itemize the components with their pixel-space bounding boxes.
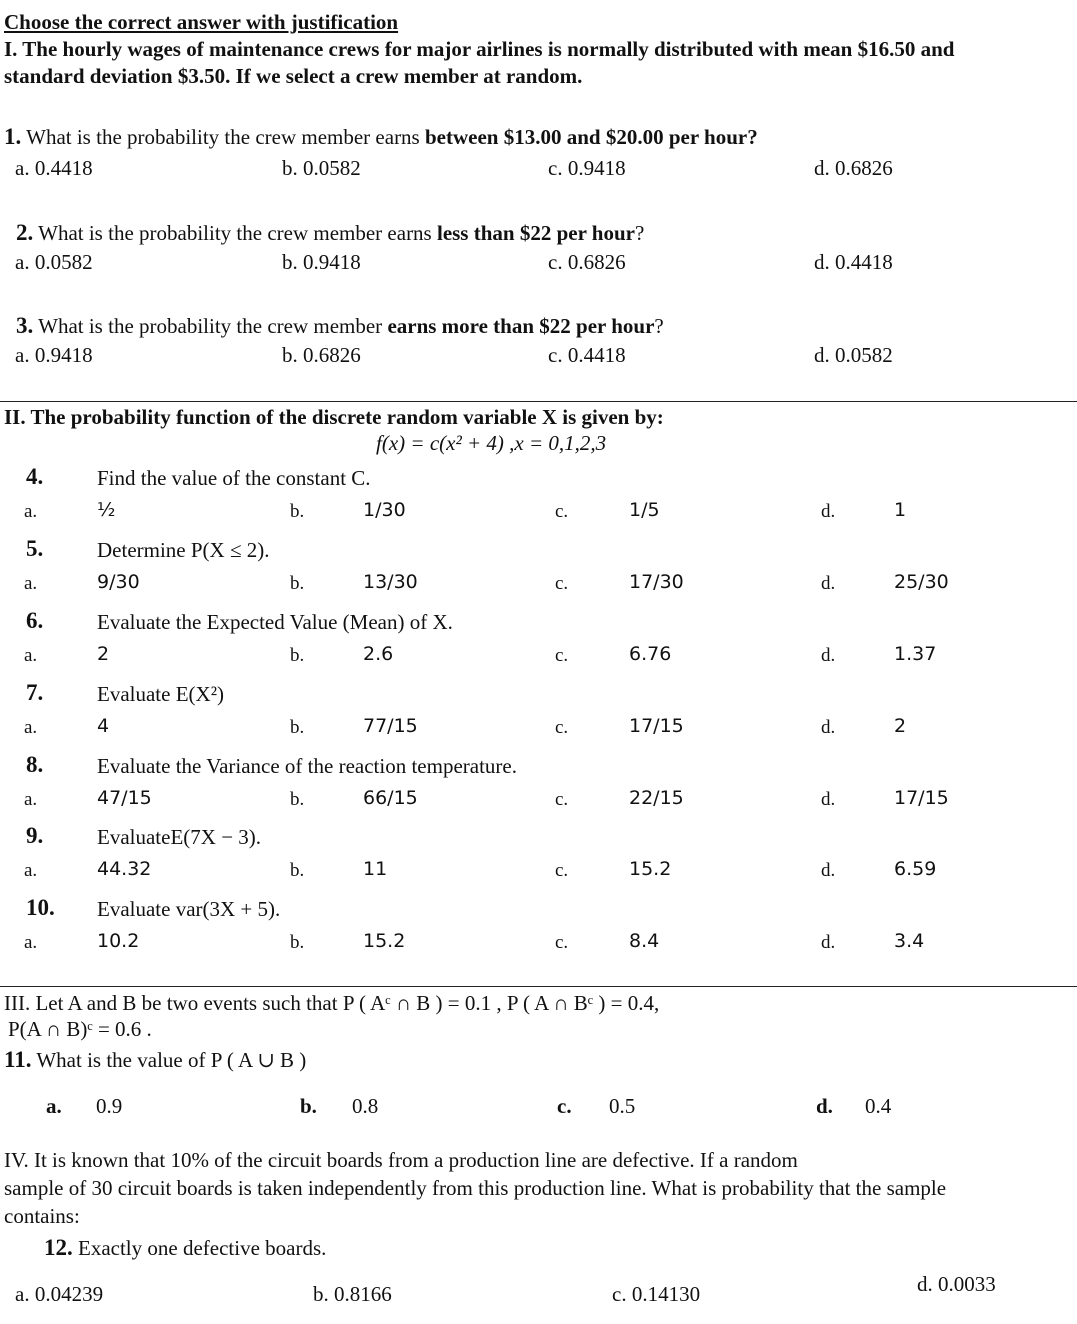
q12-option-c[interactable]: c. 0.14130 — [612, 1282, 701, 1306]
q9-option-c[interactable]: 15.2 — [629, 858, 672, 880]
q7-letter-c: c. — [555, 717, 569, 738]
q9-option-b[interactable]: 11 — [363, 858, 388, 880]
q11-letter-c: c. — [557, 1094, 572, 1118]
q7-option-d[interactable]: 2 — [894, 715, 907, 737]
q9-letter-a: a. — [24, 860, 38, 881]
q7-letter-b: b. — [290, 717, 305, 738]
question-6-number: 6. — [26, 608, 44, 633]
q4-option-c[interactable]: 1/5 — [629, 499, 660, 521]
page-title: Choose the correct answer with justification — [4, 10, 399, 34]
q7-letter-d: d. — [821, 717, 836, 738]
q11-option-c[interactable]: 0.5 — [609, 1094, 636, 1118]
question-12: 12. Exactly one defective boards. — [44, 1235, 327, 1260]
section2-heading: II. The probability function of the discrete random variable X is given by: — [4, 405, 664, 429]
q5-letter-a: a. — [24, 573, 38, 594]
q5-letter-c: c. — [555, 573, 569, 594]
question-5-text: Determine P(X ≤ 2). — [97, 538, 270, 562]
q6-option-d[interactable]: 1.37 — [894, 643, 937, 665]
q11-letter-a: a. — [46, 1094, 62, 1118]
q12-option-a[interactable]: a. 0.04239 — [15, 1282, 104, 1306]
q10-option-c[interactable]: 8.4 — [629, 930, 660, 952]
question-8-text: Evaluate the Variance of the reaction temperature. — [97, 754, 517, 778]
q9-letter-d: d. — [821, 860, 836, 881]
divider-2 — [0, 986, 1077, 987]
question-6-text: Evaluate the Expected Value (Mean) of X. — [97, 610, 453, 634]
q5-letter-b: b. — [290, 573, 305, 594]
q4-letter-a: a. — [24, 501, 38, 522]
q4-letter-b: b. — [290, 501, 305, 522]
q5-option-c[interactable]: 17/30 — [629, 571, 684, 593]
q4-letter-d: d. — [821, 501, 836, 522]
q7-letter-a: a. — [24, 717, 38, 738]
q12-option-b[interactable]: b. 0.8166 — [313, 1282, 392, 1306]
q10-option-b[interactable]: 15.2 — [363, 930, 406, 952]
q1-option-b[interactable]: b. 0.0582 — [282, 156, 361, 180]
section3-heading-line1: III. Let A and B be two events such that P ( Aᶜ ∩ B ) = 0.1 , P ( A ∩ Bᶜ ) = 0.4, — [4, 991, 660, 1015]
q7-option-b[interactable]: 77/15 — [363, 715, 418, 737]
q2-option-c[interactable]: c. 0.6826 — [548, 250, 626, 274]
q3-option-c[interactable]: c. 0.4418 — [548, 343, 626, 367]
q5-option-a[interactable]: 9/30 — [97, 571, 140, 593]
q8-letter-a: a. — [24, 789, 38, 810]
q10-option-d[interactable]: 3.4 — [894, 930, 925, 952]
question-9-number: 9. — [26, 823, 44, 848]
q4-option-b[interactable]: 1/30 — [363, 499, 406, 521]
q9-option-d[interactable]: 6.59 — [894, 858, 937, 880]
q2-option-d[interactable]: d. 0.4418 — [814, 250, 893, 274]
q4-option-a[interactable]: ½ — [97, 499, 116, 521]
question-7-number: 7. — [26, 680, 44, 705]
q8-letter-d: d. — [821, 789, 836, 810]
q6-option-c[interactable]: 6.76 — [629, 643, 672, 665]
question-1: 1. What is the probability the crew member earns between $13.00 and $20.00 per hour? — [4, 124, 758, 149]
question-2: 2. What is the probability the crew member earns less than $22 per hour? — [16, 220, 645, 245]
q6-letter-a: a. — [24, 645, 38, 666]
q1-option-a[interactable]: a. 0.4418 — [15, 156, 93, 180]
q12-option-d[interactable]: d. 0.0033 — [917, 1272, 996, 1296]
q3-option-a[interactable]: a. 0.9418 — [15, 343, 93, 367]
q6-letter-b: b. — [290, 645, 305, 666]
question-9-text: EvaluateE(7X − 3). — [97, 825, 262, 849]
section4-line3: contains: — [4, 1204, 80, 1228]
q8-option-a[interactable]: 47/15 — [97, 787, 152, 809]
q11-letter-b: b. — [300, 1094, 317, 1118]
q10-option-a[interactable]: 10.2 — [97, 930, 140, 952]
q9-option-a[interactable]: 44.32 — [97, 858, 152, 880]
q9-letter-b: b. — [290, 860, 305, 881]
q6-letter-c: c. — [555, 645, 569, 666]
q6-option-a[interactable]: 2 — [97, 643, 110, 665]
q8-option-b[interactable]: 66/15 — [363, 787, 418, 809]
section3-heading-line2: P(A ∩ B)ᶜ = 0.6 . — [8, 1017, 152, 1041]
question-10-text: Evaluate var(3X + 5). — [97, 897, 281, 921]
section1-heading-line2: standard deviation $3.50. If we select a crew member at random. — [4, 64, 583, 88]
q11-option-d[interactable]: 0.4 — [865, 1094, 892, 1118]
q5-option-b[interactable]: 13/30 — [363, 571, 418, 593]
q11-option-b[interactable]: 0.8 — [352, 1094, 379, 1118]
q3-option-d[interactable]: d. 0.0582 — [814, 343, 893, 367]
section1-heading-line1: I. The hourly wages of maintenance crews for major airlines is normally distributed with mean $16.50 and — [4, 37, 955, 61]
q10-letter-b: b. — [290, 932, 305, 953]
q8-letter-c: c. — [555, 789, 569, 810]
divider-1 — [0, 401, 1077, 402]
q10-letter-a: a. — [24, 932, 38, 953]
q5-option-d[interactable]: 25/30 — [894, 571, 949, 593]
question-8-number: 8. — [26, 752, 44, 777]
question-3: 3. What is the probability the crew member earns more than $22 per hour? — [16, 313, 664, 338]
q6-option-b[interactable]: 2.6 — [363, 643, 394, 665]
question-4-text: Find the value of the constant C. — [97, 466, 371, 490]
q2-option-b[interactable]: b. 0.9418 — [282, 250, 361, 274]
question-5-number: 5. — [26, 536, 44, 561]
question-10-number: 10. — [26, 895, 55, 920]
q5-letter-d: d. — [821, 573, 836, 594]
question-4-number: 4. — [26, 464, 44, 489]
q9-letter-c: c. — [555, 860, 569, 881]
section4-line1: IV. It is known that 10% of the circuit boards from a production line are defective. If a random — [4, 1148, 798, 1172]
section4-line2: sample of 30 circuit boards is taken independently from this production line. What is probability that the sample — [4, 1176, 947, 1200]
q3-option-b[interactable]: b. 0.6826 — [282, 343, 361, 367]
q4-option-d[interactable]: 1 — [894, 499, 907, 521]
q7-option-a[interactable]: 4 — [97, 715, 110, 737]
q2-option-a[interactable]: a. 0.0582 — [15, 250, 93, 274]
q8-option-c[interactable]: 22/15 — [629, 787, 684, 809]
q10-letter-c: c. — [555, 932, 569, 953]
q7-option-c[interactable]: 17/15 — [629, 715, 684, 737]
q1-option-c[interactable]: c. 0.9418 — [548, 156, 626, 180]
q6-letter-d: d. — [821, 645, 836, 666]
q10-letter-d: d. — [821, 932, 836, 953]
q11-option-a[interactable]: 0.9 — [96, 1094, 123, 1118]
q11-letter-d: d. — [816, 1094, 833, 1118]
question-11: 11. What is the value of P ( A ∪ B ) — [4, 1047, 307, 1072]
q4-letter-c: c. — [555, 501, 569, 522]
probability-formula: f(x) = c(x² + 4) ,x = 0,1,2,3 — [376, 431, 607, 455]
q8-letter-b: b. — [290, 789, 305, 810]
q1-option-d[interactable]: d. 0.6826 — [814, 156, 893, 180]
question-7-text: Evaluate E(X²) — [97, 682, 224, 706]
q8-option-d[interactable]: 17/15 — [894, 787, 949, 809]
